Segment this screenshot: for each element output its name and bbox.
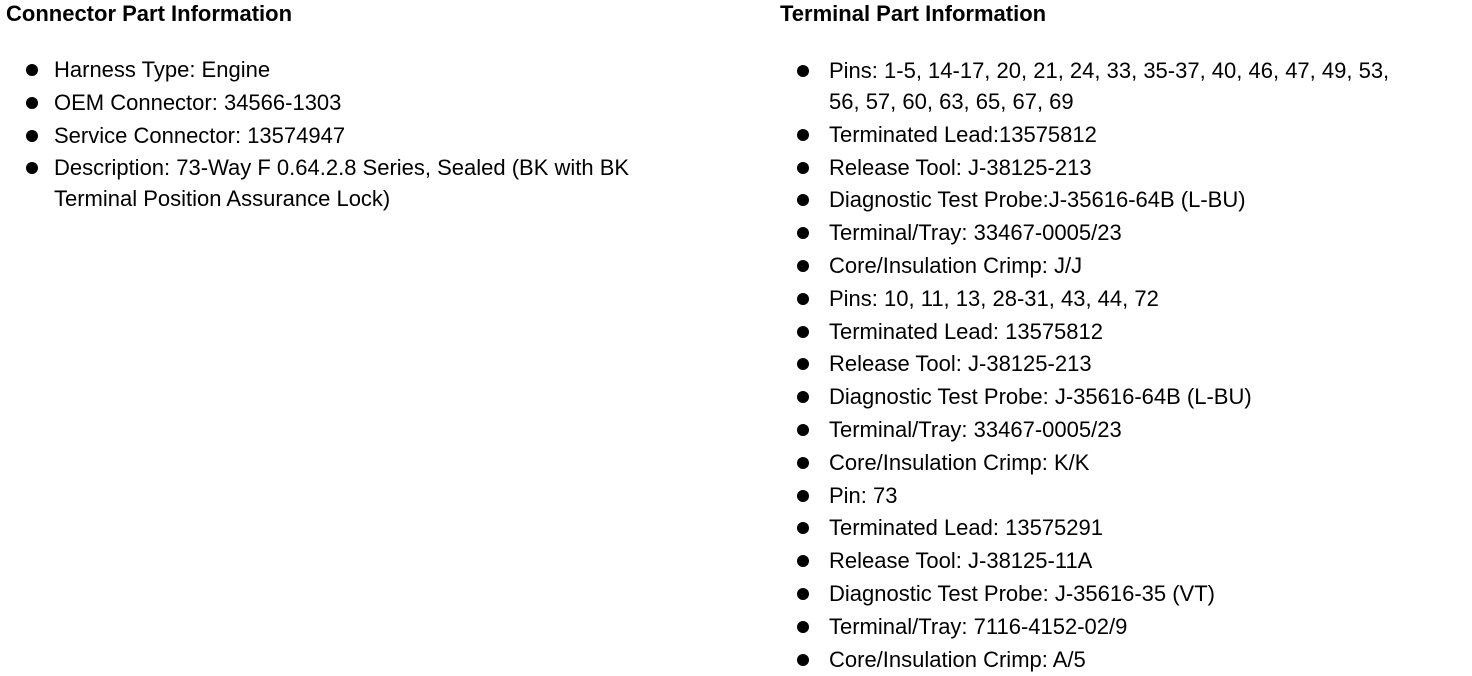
list-item: Description: 73-Way F 0.64.2.8 Series, Sealed (BK with BK Terminal Position Assurance Lock) bbox=[6, 152, 746, 214]
bullet-icon bbox=[797, 490, 809, 502]
bullet-icon bbox=[797, 358, 809, 370]
list-item: Pin: 73 bbox=[780, 480, 1470, 511]
connector-list bbox=[6, 54, 746, 214]
bullet-icon bbox=[797, 260, 809, 272]
bullet-icon bbox=[797, 391, 809, 403]
list-item: Terminal/Tray: 33467-0005/23 bbox=[780, 414, 1470, 445]
bullet-icon bbox=[797, 424, 809, 436]
bullet-icon bbox=[797, 457, 809, 469]
bullet-icon bbox=[797, 194, 809, 206]
list-item: Terminal/Tray: 33467-0005/23 bbox=[780, 217, 1470, 248]
list-item: Core/Insulation Crimp: J/J bbox=[780, 250, 1470, 281]
list-item: Service Connector: 13574947 bbox=[6, 120, 746, 151]
list-item: Terminal/Tray: 7116-4152-02/9 bbox=[780, 611, 1470, 642]
bullet-icon bbox=[797, 326, 809, 338]
terminal-part-information-section bbox=[780, 0, 1470, 676]
list-item: Harness Type: Engine bbox=[6, 54, 746, 85]
bullet-icon bbox=[797, 621, 809, 633]
list-item: Diagnostic Test Probe: J-35616-64B (L-BU) bbox=[780, 381, 1470, 412]
list-item: Diagnostic Test Probe:J-35616-64B (L-BU) bbox=[780, 184, 1470, 215]
bullet-icon bbox=[797, 65, 809, 77]
bullet-icon bbox=[797, 555, 809, 567]
bullet-icon bbox=[797, 129, 809, 141]
list-item: OEM Connector: 34566-1303 bbox=[6, 87, 746, 118]
list-item: Release Tool: J-38125-213 bbox=[780, 152, 1470, 183]
bullet-icon bbox=[797, 588, 809, 600]
list-item: Diagnostic Test Probe: J-35616-35 (VT) bbox=[780, 578, 1470, 609]
bullet-icon bbox=[797, 162, 809, 174]
bullet-icon bbox=[797, 293, 809, 305]
list-item: Terminated Lead:13575812 bbox=[780, 119, 1470, 150]
terminal-list bbox=[780, 55, 1470, 675]
list-item: Core/Insulation Crimp: K/K bbox=[780, 447, 1470, 478]
list-item: Release Tool: J-38125-11A bbox=[780, 545, 1470, 576]
bullet-icon bbox=[26, 64, 38, 76]
list-item: Core/Insulation Crimp: A/5 bbox=[780, 644, 1470, 675]
bullet-icon bbox=[26, 162, 38, 174]
connector-part-information-section bbox=[6, 0, 746, 216]
list-item: Release Tool: J-38125-213 bbox=[780, 348, 1470, 379]
bullet-icon bbox=[26, 130, 38, 142]
connector-heading: Connector Part Information bbox=[6, 1, 293, 26]
bullet-icon bbox=[797, 227, 809, 239]
bullet-icon bbox=[797, 654, 809, 666]
list-item: Terminated Lead: 13575812 bbox=[780, 316, 1470, 347]
terminal-heading: Terminal Part Information bbox=[780, 1, 1047, 26]
bullet-icon bbox=[797, 522, 809, 534]
list-item: Terminated Lead: 13575291 bbox=[780, 512, 1470, 543]
list-item: Pins: 1-5, 14-17, 20, 21, 24, 33, 35-37, 40, 46, 47, 49, 53, 56, 57, 60, 63, 65, 67, 69 bbox=[780, 55, 1470, 117]
list-item: Pins: 10, 11, 13, 28-31, 43, 44, 72 bbox=[780, 283, 1470, 314]
bullet-icon bbox=[26, 97, 38, 109]
